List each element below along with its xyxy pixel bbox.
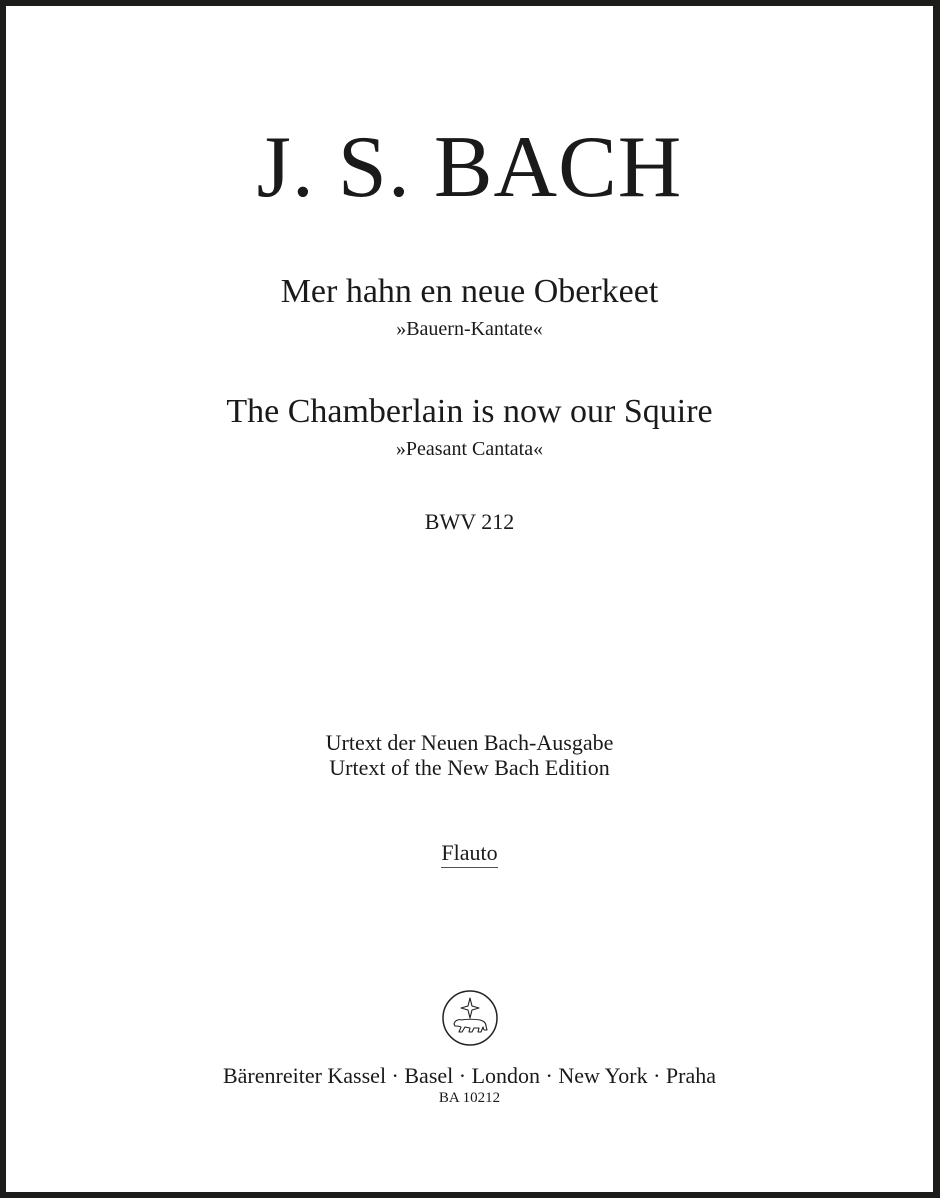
- bear-star-logo-icon: [440, 988, 500, 1048]
- catalog-number: BWV 212: [424, 509, 515, 534]
- composer-name: J. S. BACH: [256, 119, 683, 216]
- publisher-line: Bärenreiter Kassel · Basel · London · New York · Praha: [222, 1063, 717, 1088]
- instrument-block: [6, 840, 933, 868]
- subtitle-german: »Bauern-Kantate«: [396, 318, 543, 340]
- title-german: Mer hahn en neue Oberkeet: [280, 273, 659, 310]
- publisher-logo-block: [6, 988, 933, 1050]
- title-english: The Chamberlain is now our Squire: [226, 393, 713, 430]
- subtitle-english: »Peasant Cantata«: [395, 438, 544, 460]
- urtext-english: Urtext of the New Bach Edition: [329, 755, 610, 780]
- edition-number: BA 10212: [438, 1090, 501, 1106]
- cover-page: [6, 6, 933, 1192]
- urtext-german: Urtext der Neuen Bach-Ausgabe: [325, 730, 614, 755]
- instrument-label: Flauto: [441, 840, 497, 868]
